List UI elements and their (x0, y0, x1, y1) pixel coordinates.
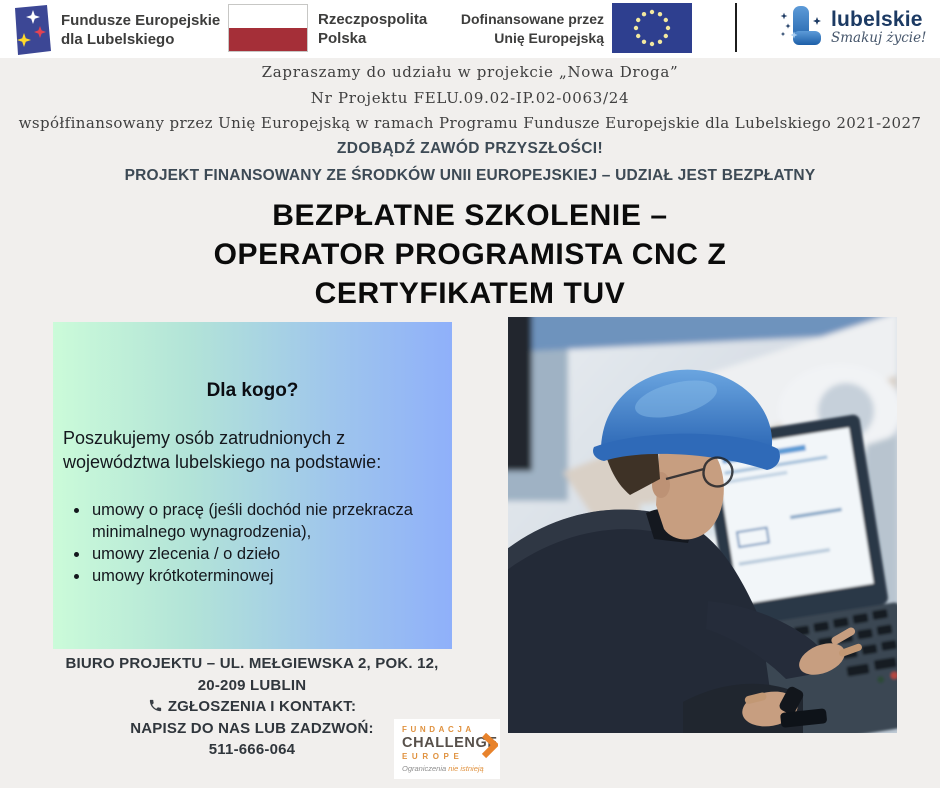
office-address-line1: BIURO PROJEKTU – UL. MEŁGIEWSKA 2, POK. 12, (65, 655, 439, 672)
target-group-heading: Dla kogo? (206, 380, 299, 401)
contact-heading (28, 696, 476, 718)
foundation-tagline (402, 764, 494, 774)
slogan-free-participation: PROJEKT FINANSOWANY ZE ŚRODKÓW UNII EUROPEJSKIEJ – UDZIAŁ JEST BEZPŁATNY (124, 167, 816, 184)
lubelskie-tagline: Smakuj życie! (831, 30, 927, 46)
foundation-word-europe: EUROPE (402, 752, 464, 761)
eu-label-line1: Dofinansowane przez (460, 11, 604, 27)
fundusze-europejskie-logo (12, 5, 220, 55)
pl-label-line1: Rzeczpospolita (318, 11, 428, 28)
tagline-gray: Ograniczenia (402, 764, 449, 773)
target-group-box (53, 322, 452, 649)
fe-logo-line2: dla Lubelskiego (61, 31, 175, 48)
list-item: • umowy krótkoterminowej (90, 565, 452, 587)
list-item: • umowy o pracę (jeśli dochód nie przekracza minimalnego wynagrodzenia), (90, 499, 452, 543)
title-line2: OPERATOR PROGRAMISTA CNC Z (213, 238, 727, 271)
title-line3: CERTYFIKATEM TUV (314, 277, 626, 310)
lubelskie-l-icon (779, 4, 827, 54)
phone-icon (148, 698, 163, 713)
target-group-intro: Poszukujemy osób zatrudnionych z województwa lubelskiego na podstawie: (63, 428, 382, 472)
project-invitation-line: Zapraszamy do udziału w projekcie „Nowa Droga” (261, 63, 679, 81)
foundation-word-fundacja: FUNDACJA (402, 725, 475, 734)
phone-number: 511-666-064 (208, 741, 296, 758)
foundation-word-challenge: CHALLENGE (402, 735, 498, 751)
eu-flag-icon (612, 3, 692, 58)
republic-of-poland-label (318, 10, 427, 48)
office-address-line2: 20-209 LUBLIN (197, 676, 307, 694)
fe-flag-icon (12, 5, 52, 55)
lubelskie-region-logo (779, 4, 926, 54)
lubelskie-wordmark: lubelskie (831, 8, 923, 31)
project-number-line: Nr Projektu FELU.09.02-IP.02-0063/24 (310, 89, 630, 107)
slogan-future-profession: ZDOBĄDŹ ZAWÓD PRZYSZŁOŚCI! (336, 140, 604, 157)
contact-heading-text: ZGŁOSZENIA I KONTAKT: (167, 698, 357, 715)
page-title (0, 196, 940, 313)
cnc-worker-photo (508, 317, 897, 733)
tagline-orange: nie istnieją (448, 764, 484, 773)
eu-label-line2: Unię Europejską (494, 30, 604, 46)
pl-label-line2: Polska (318, 30, 367, 47)
eu-funding-header (0, 0, 940, 58)
poland-flag-icon (228, 4, 308, 52)
contact-instruction: NAPISZ DO NAS LUB ZADZWOŃ: (130, 719, 374, 737)
header-divider (735, 3, 737, 52)
cofinancing-line: współfinansowany przez Unię Europejską w ramach Programu Fundusze Europejskie dla Lubelskiego 2021-2027 (18, 114, 922, 132)
contract-types-list (53, 499, 452, 587)
chevron-right-icon (482, 733, 498, 759)
eu-cofunded-label (458, 10, 604, 48)
fe-logo-line1: Fundusze Europejskie (61, 12, 221, 29)
challenge-europe-logo (394, 719, 500, 779)
title-line1: BEZPŁATNE SZKOLENIE – (272, 199, 668, 232)
list-item: • umowy zlecenia / o dzieło (90, 543, 452, 565)
